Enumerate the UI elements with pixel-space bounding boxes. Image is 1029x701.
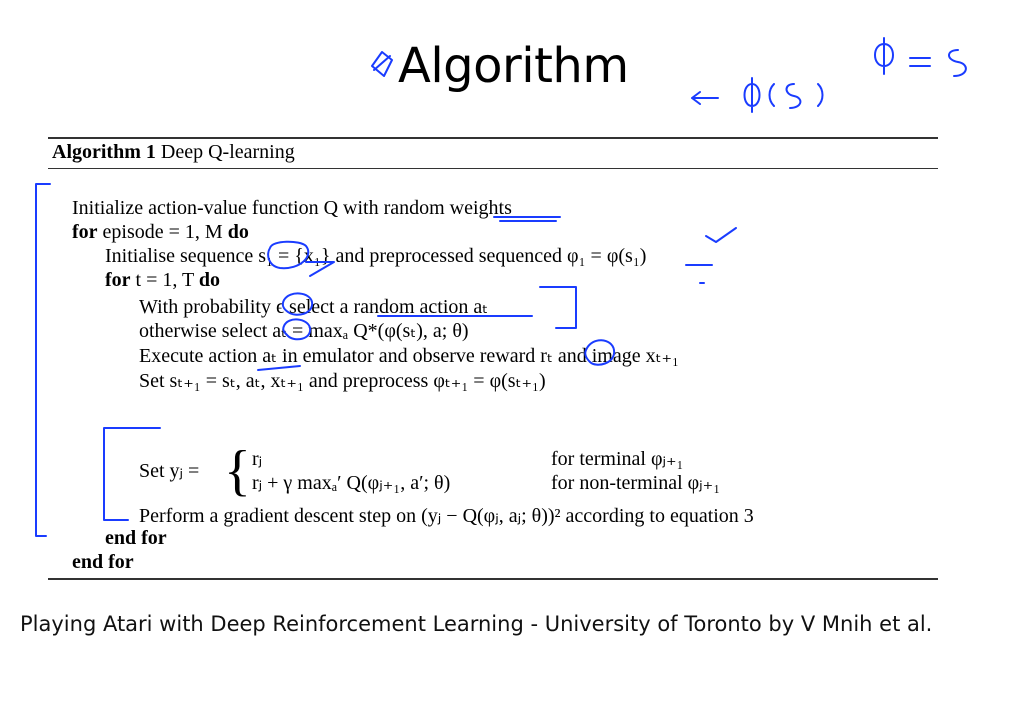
algo-line-10: Perform a gradient descent step on (yⱼ − Q(φⱼ, aⱼ; θ))² according to equation 3 <box>139 505 754 527</box>
slide-title: Algorithm <box>398 38 629 94</box>
end-for-inner: end for <box>105 527 167 549</box>
end-for-outer: end for <box>72 551 134 573</box>
phi-s1-underline <box>686 265 712 283</box>
algorithm-header <box>52 141 295 164</box>
case-terminal-cond: for terminal φⱼ₊₁ <box>551 448 684 470</box>
action-bracket <box>540 287 576 328</box>
outer-loop-bracket <box>36 184 50 536</box>
do-keyword: do <box>227 221 249 243</box>
phi-equals-s-note <box>875 38 966 76</box>
algo-line-5: With probability ϵ select a random action aₜ <box>139 296 489 318</box>
algo-line-7: Execute action aₜ in emulator and observe reward rₜ and image xₜ₊₁ <box>139 345 680 367</box>
phi-check-mark <box>706 228 736 242</box>
for-keyword: for <box>72 221 98 243</box>
algo-line-4 <box>105 269 220 292</box>
time-range: t = 1, T <box>135 269 194 291</box>
algo-line-1: Initialize action-value function Q with random weights <box>72 197 512 219</box>
set-y-label: Set yⱼ = <box>139 460 200 482</box>
algo-line-3: Initialise sequence s₁ = {x₁} and preprocessed sequenced φ₁ = φ(s₁) <box>105 245 647 267</box>
top-rule <box>48 137 938 139</box>
case-nonterminal-cond: for non-terminal φⱼ₊₁ <box>551 472 721 494</box>
phi-s-note <box>692 78 823 112</box>
title-cursor-mark <box>372 52 392 76</box>
bottom-rule <box>48 578 938 580</box>
algorithm-label: Algorithm 1 <box>52 141 156 163</box>
cases-brace: { <box>224 440 251 502</box>
for-keyword: for <box>105 269 131 291</box>
algorithm-name: Deep Q-learning <box>160 141 295 163</box>
slide-caption: Playing Atari with Deep Reinforcement Learning - University of Toronto by V Mnih et al. <box>20 612 933 636</box>
episode-range: episode = 1, M <box>102 221 223 243</box>
case-terminal-expr: rⱼ <box>252 448 263 470</box>
algo-line-8: Set sₜ₊₁ = sₜ, aₜ, xₜ₊₁ and preprocess φₜ₊₁ = φ(sₜ₊₁) <box>139 370 546 392</box>
case-nonterminal-expr: rⱼ + γ maxₐ′ Q(φⱼ₊₁, a′; θ) <box>252 472 451 494</box>
do-keyword: do <box>198 269 221 291</box>
header-rule <box>48 168 938 169</box>
algo-line-6: otherwise select aₜ = maxₐ Q*(φ(sₜ), a; θ) <box>139 320 469 342</box>
algo-line-2 <box>72 221 249 244</box>
